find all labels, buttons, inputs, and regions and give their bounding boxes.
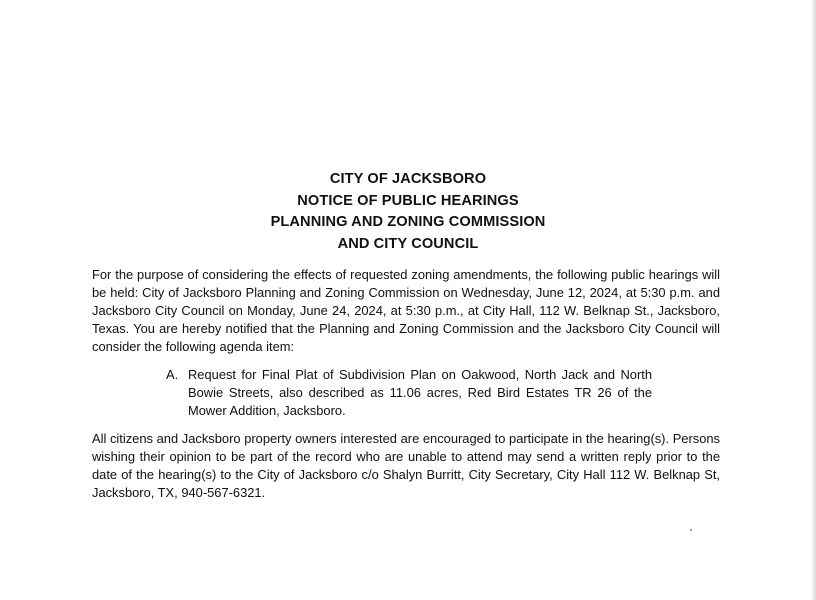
agenda-item-text: Request for Final Plat of Subdivision Plan on Oakwood, North Jack and North Bowie Streets, also described as 11.06 acres, Red Bird Estates TR 26 of the Mower Addition, Jacksboro. xyxy=(188,367,652,418)
title-line-notice: NOTICE OF PUBLIC HEARINGS xyxy=(297,192,519,209)
scan-speck xyxy=(690,529,692,531)
notice-title xyxy=(0,169,816,256)
title-line-council: AND CITY COUNCIL xyxy=(337,236,479,253)
agenda-item-marker: A. xyxy=(166,367,179,382)
intro-paragraph: For the purpose of considering the effects of requested zoning amendments, the following public hearings will be held: City of Jacksboro Planning and Zoning Commission on Wednesday, June 12, 2024, at 5:30 p.m. and Jacksboro City Council on Monday, June 24, 2024, at 5:30 p.m., at City Hall, 112 W. Belknap St., Jacksboro, Texas. You are hereby notified that the Planning and Zoning Commission and the Jacksboro City Council will consider the following agenda item: xyxy=(92,267,720,354)
agenda-item xyxy=(166,366,652,420)
title-line-commission: PLANNING AND ZONING COMMISSION xyxy=(270,214,546,231)
page-edge-shadow xyxy=(812,0,816,600)
closing-paragraph: All citizens and Jacksboro property owners interested are encouraged to participate in the hearing(s). Persons wishing their opinion to be part of the record who are unable to attend may send a written reply prior to the date of the hearing(s) to the City of Jacksboro c/o Shalyn Burritt, City Secretary, City Hall 112 W. Belknap St, Jacksboro, TX, 940-567-6321. xyxy=(92,431,720,500)
title-line-city: CITY OF JACKSBORO xyxy=(329,171,487,187)
